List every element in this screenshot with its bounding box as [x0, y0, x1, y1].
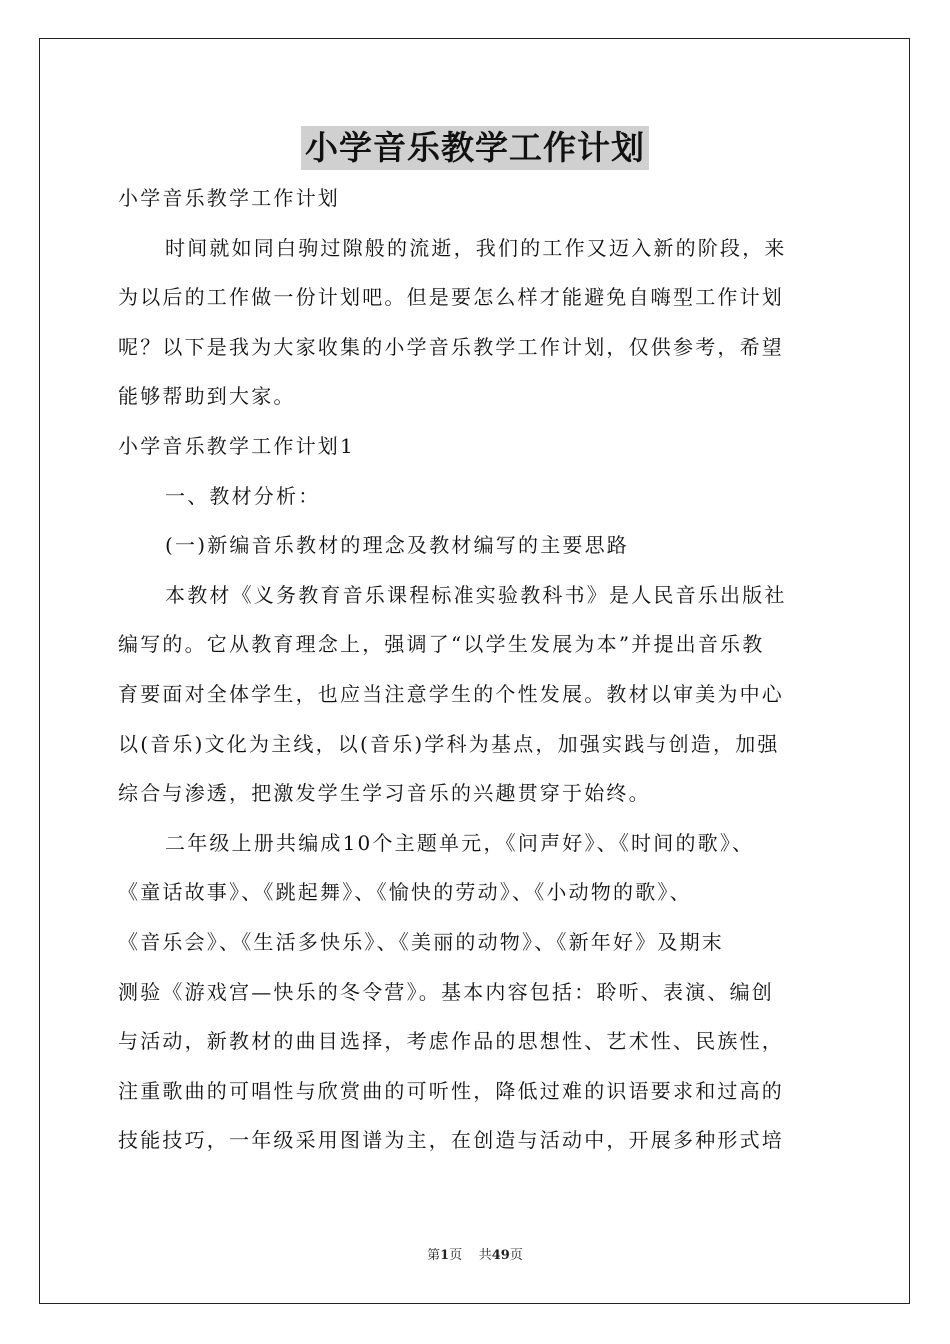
section-subheading: (一)新编音乐教材的理念及教材编写的主要思路 [165, 533, 630, 558]
paragraph-line: 综合与渗透，把激发学生学习音乐的兴趣贯穿于始终。 [118, 781, 651, 806]
section-heading: 小学音乐教学工作计划1 [118, 433, 355, 458]
document-body [118, 174, 836, 1166]
paragraph-line: 注重歌曲的可唱性与欣赏曲的可听性，降低过难的识语要求和过高的 [118, 1078, 784, 1103]
total-prefix: 共 [478, 1248, 492, 1263]
page-suffix: 页 [449, 1248, 463, 1263]
paragraph-line: 编写的。它从教育理念上，强调了“以学生发展为本”并提出音乐教 [118, 632, 765, 657]
paragraph-line: 技能技巧，一年级采用图谱为主，在创造与活动中，开展多种形式培 [118, 1128, 784, 1153]
paragraph-line: 以(音乐)文化为主线，以(音乐)学科为基点，加强实践与创造，加强 [118, 731, 780, 756]
document-title: 小学音乐教学工作计划 [301, 126, 649, 170]
paragraph-line: 为以后的工作做一份计划吧。但是要怎么样才能避免自嗨型工作计划 [118, 285, 784, 310]
paragraph-line: 二年级上册共编成10个主题单元，《问声好》、《时间的歌》、 [165, 830, 755, 855]
paragraph-line: 育要面对全体学生，也应当注意学生的个性发展。教材以审美为中心 [118, 681, 784, 706]
paragraph-line: 本教材《义务教育音乐课程标准实验教科书》是人民音乐出版社 [165, 582, 787, 607]
paragraph-line: 与活动，新教材的曲目选择，考虑作品的思想性、艺术性、民族性， [118, 1029, 784, 1054]
paragraph-line: 能够帮助到大家。 [118, 384, 296, 409]
subtitle-line: 小学音乐教学工作计划 [118, 186, 340, 210]
paragraph-line: 测验《游戏宫—快乐的冬令营》。基本内容包括：聆听、表演、编创 [118, 979, 774, 1004]
page-number: 1 [440, 1248, 450, 1263]
paragraph-line: 时间就如同白驹过隙般的流逝，我们的工作又迈入新的阶段，来 [165, 235, 787, 260]
page-footer [0, 1244, 950, 1263]
title-container [0, 126, 950, 170]
section-subheading: 一、教材分析： [165, 483, 321, 508]
page-prefix: 第 [427, 1248, 441, 1263]
paragraph-line: 《音乐会》、《生活多快乐》、《美丽的动物》、《新年好》及期末 [118, 929, 724, 954]
total-pages: 49 [491, 1248, 510, 1263]
paragraph-line: 《童话故事》、《跳起舞》、《愉快的劳动》、《小动物的歌》、 [118, 880, 692, 905]
total-suffix: 页 [509, 1248, 523, 1263]
paragraph-line: 呢？以下是我为大家收集的小学音乐教学工作计划，仅供参考，希望 [118, 334, 784, 359]
